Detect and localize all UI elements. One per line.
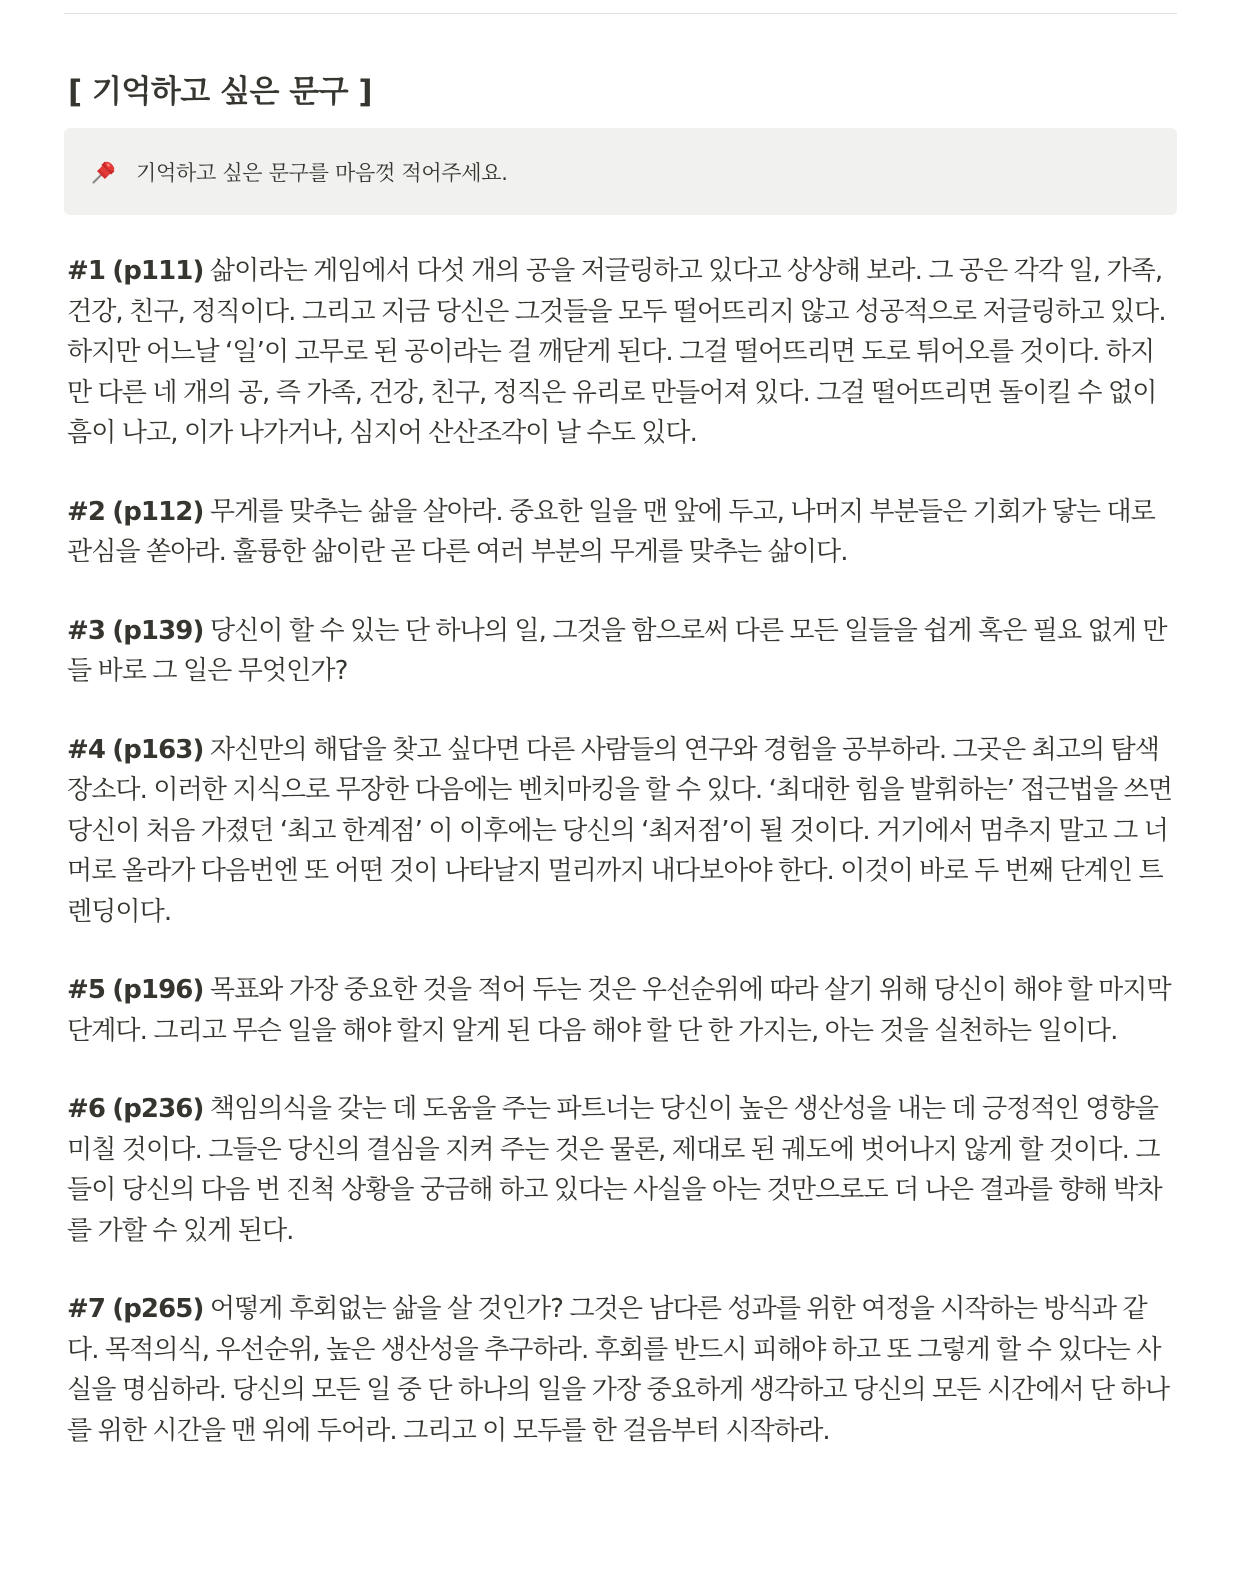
quote-6[interactable] <box>67 1089 1177 1251</box>
page <box>64 0 1177 1489</box>
callout-text: 기억하고 싶은 문구를 마음껏 적어주세요. <box>136 160 508 185</box>
quote-7[interactable] <box>67 1289 1177 1451</box>
quote-3[interactable] <box>67 611 1177 692</box>
quote-text: 목표와 가장 중요한 것을 적어 두는 것은 우선순위에 따라 살기 위해 당신이 해야 할 마지막 단계다. 그리고 무슨 일을 해야 할지 알게 된 다음 해야 할 단 한 가지는, 아는 것을 실천하는 일이다. <box>67 975 1171 1046</box>
quote-label: #6 (p236) <box>67 1094 204 1124</box>
quote-text: 당신이 할 수 있는 단 하나의 일, 그것을 함으로써 다른 모든 일들을 쉽게 혹은 필요 없게 만들 바로 그 일은 무엇인가? <box>67 615 1167 686</box>
quote-text: 자신만의 해답을 찾고 싶다면 다른 사람들의 연구와 경험을 공부하라. 그곳은 최고의 탐색 장소다. 이러한 지식으로 무장한 다음에는 벤치마킹을 할 수 있다. ‘최대한 힘을 발휘하는’ 접근법을 쓰면 당신이 처음 가졌던 ‘최고 한계점’ 이 이후에는 당신의 ‘최저점’이 될 것이다. 거기에서 멈추지 말고 그 너머로 올라가 다음번엔 또 어떤 것이 나타날지 멀리까지 내다보아야 한다. 이것이 바로 두 번째 단계인 트렌딩이다. <box>67 734 1173 927</box>
quote-label: #5 (p196) <box>67 975 204 1005</box>
quote-label: #1 (p111) <box>67 256 204 286</box>
quote-label: #3 (p139) <box>67 615 204 646</box>
quote-text: 책임의식을 갖는 데 도움을 주는 파트너는 당신이 높은 생산성을 내는 데 긍정적인 영향을 미칠 것이다. 그들은 당신의 결심을 지켜 주는 것은 물론, 제대로 된 궤도에 벗어나지 않게 할 것이다. 그들이 당신의 다음 번 진척 상황을 궁금해 하고 있다는 사실을 아는 것만으로도 더 나은 결과를 향해 박차를 가할 수 있게 된다. <box>67 1094 1162 1246</box>
quote-1[interactable] <box>67 251 1177 454</box>
quote-label: #7 (p265) <box>67 1294 204 1324</box>
callout[interactable] <box>64 128 1177 215</box>
section-heading[interactable]: [ 기억하고 싶은 문구 ] <box>68 74 373 110</box>
quote-4[interactable] <box>67 730 1177 933</box>
quote-text: 삶이라는 게임에서 다섯 개의 공을 저글링하고 있다고 상상해 보라. 그 공은 각각 일, 가족, 건강, 친구, 정직이다. 그리고 지금 당신은 그것들을 모두 떨어뜨리지 않고 성공적으로 저글링하고 있다. 하지만 어느날 ‘일’이 고무로 된 공이라는 걸 깨닫게 된다. 그걸 떨어뜨리면 도로 튀어오를 것이다. 하지만 다른 네 개의 공, 즉 가족, 건강, 친구, 정직은 유리로 만들어져 있다. 그걸 떨어뜨리면 돌이킬 수 없이 흠이 나고, 이가 나가거나, 심지어 산산조각이 날 수도 있다. <box>67 256 1166 448</box>
quote-2[interactable] <box>67 492 1177 573</box>
pushpin-icon <box>90 158 118 186</box>
top-divider <box>64 13 1177 14</box>
quote-label: #4 (p163) <box>67 734 204 765</box>
quote-text: 어떻게 후회없는 삶을 살 것인가? 그것은 남다른 성과를 위한 여정을 시작하는 방식과 같다. 목적의식, 우선순위, 높은 생산성을 추구하라. 후회를 반드시 피해야 하고 또 그렇게 할 수 있다는 사실을 명심하라. 당신의 모든 일 중 단 하나의 일을 가장 중요하게 생각하고 당신의 모든 시간에서 단 하나를 위한 시간을 맨 위에 두어라. 그리고 이 모두를 한 걸음부터 시작하라. <box>67 1294 1170 1446</box>
quote-label: #2 (p112) <box>67 496 204 527</box>
quote-text: 무게를 맞추는 삶을 살아라. 중요한 일을 맨 앞에 두고, 나머지 부분들은 기회가 닿는 대로 관심을 쏟아라. 훌륭한 삶이란 곧 다른 여러 부분의 무게를 맞추는 삶이다. <box>67 496 1155 567</box>
quote-list <box>64 251 1177 1451</box>
quote-5[interactable] <box>67 970 1177 1051</box>
